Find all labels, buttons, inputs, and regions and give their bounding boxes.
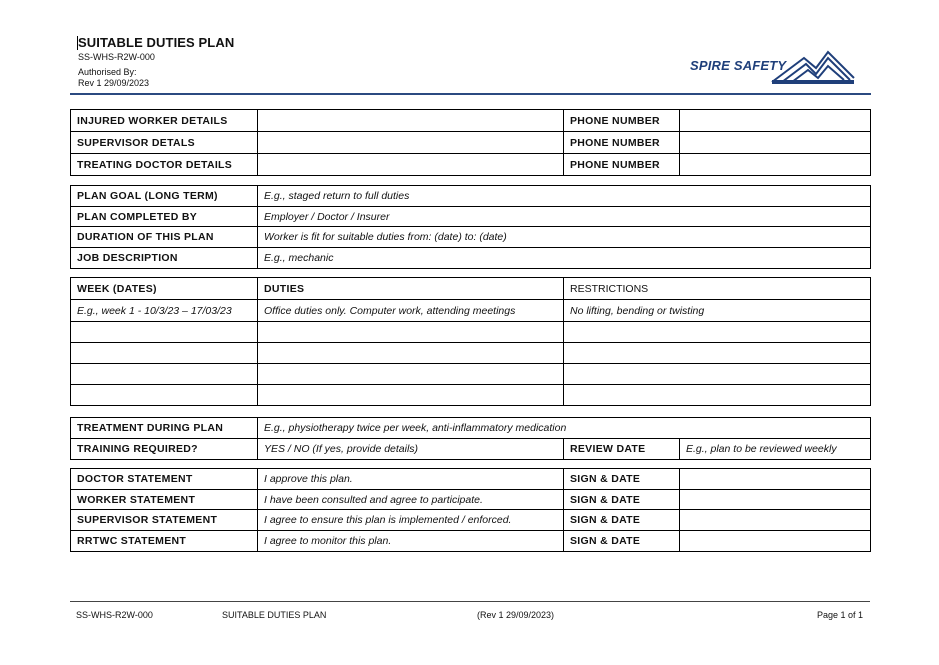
table-row [71, 248, 871, 269]
rrtwc-statement-label: RRTWC STATEMENT [71, 531, 258, 552]
week-dates-header: WEEK (DATES) [71, 278, 258, 300]
table-row [71, 110, 871, 132]
treating-doctor-field[interactable] [258, 154, 564, 176]
duties-cell[interactable] [258, 322, 564, 343]
table-row [71, 490, 871, 510]
revision-line: Rev 1 29/09/2023 [78, 78, 150, 88]
training-field[interactable]: YES / NO (If yes, provide details) [258, 439, 564, 460]
table-row [71, 385, 871, 406]
duties-header: DUTIES [258, 278, 564, 300]
spire-safety-logo [690, 44, 858, 86]
injured-worker-label: INJURED WORKER DETAILS [71, 110, 258, 132]
table-row [71, 364, 871, 385]
duties-cell[interactable] [258, 364, 564, 385]
supervisor-field[interactable] [258, 132, 564, 154]
footer-page-number: Page 1 of 1 [817, 610, 864, 620]
footer-revision: (Rev 1 29/09/2023) [477, 610, 555, 620]
restrictions-cell[interactable]: No lifting, bending or twisting [564, 300, 871, 322]
table-row [71, 343, 871, 364]
table-row [71, 510, 871, 531]
footer-title: SUITABLE DUTIES PLAN [222, 610, 327, 620]
job-description-label: JOB DESCRIPTION [71, 248, 258, 269]
training-label: TRAINING REQUIRED? [71, 439, 258, 460]
plan-goal-field[interactable]: E.g., staged return to full duties [258, 186, 871, 207]
phone-label: PHONE NUMBER [564, 110, 680, 132]
sign-date-label: SIGN & DATE [564, 510, 680, 531]
footer-code: SS-WHS-R2W-000 [76, 610, 153, 620]
phone-label: PHONE NUMBER [564, 154, 680, 176]
mountain-icon [770, 44, 856, 86]
doctor-statement-text: I approve this plan. [258, 469, 564, 490]
review-date-field[interactable]: E.g., plan to be reviewed weekly [680, 439, 871, 460]
schedule-table [70, 277, 871, 406]
duties-cell[interactable] [258, 343, 564, 364]
week-cell[interactable] [71, 385, 258, 406]
supervisor-label: SUPERVISOR DETALS [71, 132, 258, 154]
table-header-row [71, 278, 871, 300]
supervisor-statement-text: I agree to ensure this plan is implemented / enforced. [258, 510, 564, 531]
duties-cell[interactable] [258, 385, 564, 406]
phone-label: PHONE NUMBER [564, 132, 680, 154]
table-row [71, 132, 871, 154]
footer-rule [70, 601, 870, 602]
doctor-statement-label: DOCTOR STATEMENT [71, 469, 258, 490]
week-cell[interactable] [71, 364, 258, 385]
sign-date-label: SIGN & DATE [564, 490, 680, 510]
logo-text: SPIRE SAFETY [690, 58, 787, 73]
plan-goal-label: PLAN GOAL (LONG TERM) [71, 186, 258, 207]
worker-sign-field[interactable] [680, 490, 871, 510]
supervisor-sign-field[interactable] [680, 510, 871, 531]
restrictions-header: RESTRICTIONS [564, 278, 871, 300]
duration-label: DURATION OF THIS PLAN [71, 227, 258, 248]
job-description-field[interactable]: E.g., mechanic [258, 248, 871, 269]
table-row [71, 227, 871, 248]
contacts-table [70, 109, 871, 176]
treatment-table [70, 417, 871, 460]
restrictions-cell[interactable] [564, 385, 871, 406]
treating-doctor-phone-field[interactable] [680, 154, 871, 176]
plan-completed-field[interactable]: Employer / Doctor / Insurer [258, 207, 871, 227]
rrtwc-statement-text: I agree to monitor this plan. [258, 531, 564, 552]
plan-table [70, 185, 871, 269]
treating-doctor-label: TREATING DOCTOR DETAILS [71, 154, 258, 176]
table-row [71, 207, 871, 227]
restrictions-cell[interactable] [564, 343, 871, 364]
statements-table [70, 468, 871, 552]
table-row [71, 322, 871, 343]
review-date-label: REVIEW DATE [564, 439, 680, 460]
table-row [71, 531, 871, 552]
document-title: SUITABLE DUTIES PLAN [78, 35, 235, 50]
injured-worker-phone-field[interactable] [680, 110, 871, 132]
table-row [71, 469, 871, 490]
table-row [71, 439, 871, 460]
duties-cell[interactable]: Office duties only. Computer work, attending meetings [258, 300, 564, 322]
restrictions-cell[interactable] [564, 364, 871, 385]
doctor-sign-field[interactable] [680, 469, 871, 490]
treatment-field[interactable]: E.g., physiotherapy twice per week, anti-inflammatory medication [258, 418, 871, 439]
worker-statement-text: I have been consulted and agree to participate. [258, 490, 564, 510]
table-row [71, 154, 871, 176]
supervisor-statement-label: SUPERVISOR STATEMENT [71, 510, 258, 531]
sign-date-label: SIGN & DATE [564, 469, 680, 490]
header-rule [70, 93, 871, 95]
supervisor-phone-field[interactable] [680, 132, 871, 154]
worker-statement-label: WORKER STATEMENT [71, 490, 258, 510]
sign-date-label: SIGN & DATE [564, 531, 680, 552]
table-row [71, 186, 871, 207]
table-row [71, 300, 871, 322]
injured-worker-field[interactable] [258, 110, 564, 132]
week-cell[interactable]: E.g., week 1 - 10/3/23 – 17/03/23 [71, 300, 258, 322]
restrictions-cell[interactable] [564, 322, 871, 343]
week-cell[interactable] [71, 343, 258, 364]
table-row [71, 418, 871, 439]
authorised-by: Authorised By: [78, 67, 137, 77]
duration-field[interactable]: Worker is fit for suitable duties from: (date) to: (date) [258, 227, 871, 248]
document-code: SS-WHS-R2W-000 [78, 52, 155, 62]
treatment-label: TREATMENT DURING PLAN [71, 418, 258, 439]
plan-completed-label: PLAN COMPLETED BY [71, 207, 258, 227]
week-cell[interactable] [71, 322, 258, 343]
rrtwc-sign-field[interactable] [680, 531, 871, 552]
